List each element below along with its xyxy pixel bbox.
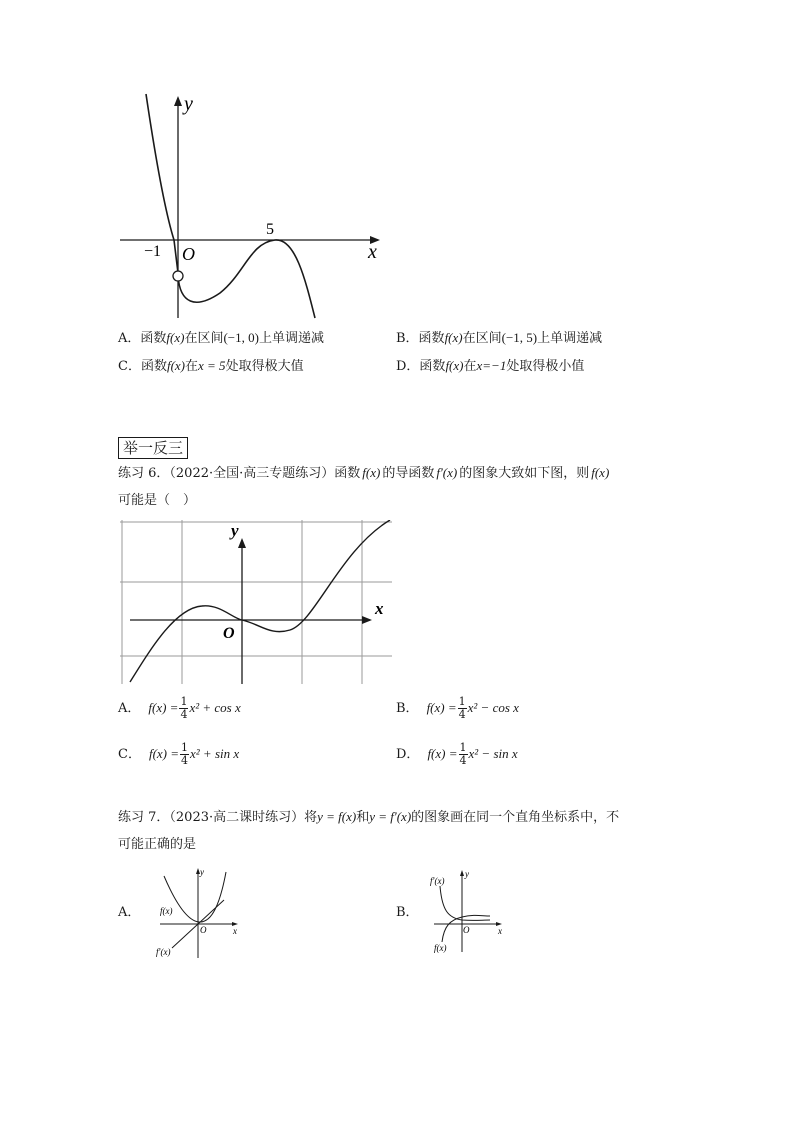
option-label: A． [118, 701, 141, 716]
q7-text: 练习 7．（2023·高二课时练习）将 [118, 810, 318, 825]
q6-option-d[interactable] [396, 742, 518, 767]
q7-option-b-graph[interactable] [426, 864, 516, 954]
fx: f(x) [444, 330, 463, 345]
option-text: 上单调递减 [537, 331, 603, 346]
section-title: 举一反三 [118, 437, 188, 459]
prev-option-a[interactable] [118, 329, 324, 348]
numerator: 1 [458, 695, 466, 708]
option-text: D．函数 [396, 359, 446, 374]
origin-label: O [182, 244, 195, 264]
option-text: 在区间 [184, 331, 224, 346]
denominator: 4 [458, 708, 466, 721]
lhs: f(x) = [148, 746, 180, 761]
option-text: 在区间 [462, 331, 502, 346]
numerator: 1 [459, 741, 467, 754]
x-axis-label: x [375, 599, 384, 618]
derivative-graph-1 [110, 88, 390, 328]
fx-label: f(x) [160, 906, 173, 916]
expr: x² + cos x [189, 700, 241, 715]
prev-option-d[interactable] [396, 357, 584, 376]
x-axis-label: x [368, 241, 377, 263]
fx-label: f(x) [434, 943, 447, 953]
interval: (−1, 5) [501, 330, 538, 345]
numerator: 1 [181, 741, 189, 754]
eq: y = f(x) [317, 809, 357, 824]
fx: f(x) [362, 465, 381, 480]
expr: x² − sin x [468, 746, 518, 761]
q6-text: 练习 6．（2022·全国·高三专题练习）函数 [118, 466, 361, 481]
derivative-curve [130, 520, 390, 682]
q7-option-b-label[interactable]: B． [396, 905, 419, 920]
q6-option-a[interactable] [118, 696, 241, 721]
y-axis-arrow [460, 870, 464, 876]
q6-option-c[interactable] [118, 742, 239, 767]
q7-stem-line1 [118, 808, 619, 827]
tick-label-5: 5 [266, 221, 274, 238]
fpx-label: f′(x) [156, 947, 171, 957]
option-text: 处取得极小值 [506, 359, 585, 374]
lhs: f(x) = [148, 700, 179, 715]
condition: x = 5 [198, 358, 226, 373]
expr: x² − cos x [467, 700, 519, 715]
fx: f(x) [166, 358, 185, 373]
denominator: 4 [181, 754, 189, 767]
denominator: 4 [180, 708, 188, 721]
expr: x² + sin x [190, 746, 240, 761]
fraction [459, 742, 468, 767]
y-label: y [465, 869, 469, 879]
option-label: D． [396, 747, 420, 762]
eq: y = f′(x) [369, 809, 412, 824]
origin-label: O [463, 925, 470, 935]
fraction [179, 696, 188, 721]
option-text: 处取得极大值 [225, 359, 304, 374]
fx: f(x) [166, 330, 185, 345]
denominator: 4 [459, 754, 467, 767]
curve-fx [164, 872, 226, 922]
option-label: B． [396, 701, 419, 716]
q7-option-a-graph[interactable] [150, 864, 250, 960]
y-axis-label: y [184, 93, 193, 115]
option-label: C． [118, 747, 141, 762]
numerator: 1 [180, 695, 188, 708]
grid [120, 520, 392, 684]
fx: f(x) [591, 465, 610, 480]
fpx-label: f′(x) [430, 876, 445, 886]
option-text: B．函数 [396, 331, 445, 346]
y-axis-arrow [174, 96, 182, 106]
q6-option-b[interactable] [396, 696, 519, 721]
derivative-graph-2 [120, 520, 392, 684]
fraction [458, 696, 467, 721]
interval: (−1, 0) [223, 330, 259, 345]
open-point [173, 271, 183, 281]
lhs: f(x) = [427, 746, 458, 761]
q7-stem-line2: 可能正确的是 [118, 837, 197, 852]
fpx: f′(x) [436, 465, 458, 480]
origin-label: O [200, 925, 207, 935]
y-label: y [200, 867, 204, 877]
condition: x=−1 [476, 358, 507, 373]
y-axis-arrow [238, 538, 246, 548]
tick-label-neg1: −1 [144, 243, 162, 260]
x-axis-arrow [362, 616, 372, 624]
prev-option-c[interactable] [118, 357, 304, 376]
fraction [180, 742, 189, 767]
x-label: x [498, 926, 502, 936]
q6-stem-line1 [118, 464, 609, 483]
curve-main [178, 240, 315, 318]
q7-option-a-label[interactable]: A． [118, 905, 141, 920]
q6-text: 的图象大致如下图，则 [459, 466, 590, 481]
option-text: A．函数 [118, 331, 167, 346]
q7-text: 和 [356, 810, 370, 825]
q7-text: 的图象画在同一个直角坐标系中，不 [411, 810, 620, 825]
q6-stem-line2: 可能是（ ） [118, 493, 197, 508]
origin-label: O [223, 625, 235, 642]
option-text: 在 [463, 359, 477, 374]
fx: f(x) [445, 358, 464, 373]
option-text: 在 [185, 359, 199, 374]
prev-option-b[interactable] [396, 329, 602, 348]
lhs: f(x) = [426, 700, 457, 715]
x-label: x [233, 926, 237, 936]
q6-text: 的导函数 [382, 466, 435, 481]
option-text: C．函数 [118, 359, 167, 374]
option-text: 上单调递减 [258, 331, 324, 346]
y-axis-label: y [231, 521, 239, 540]
